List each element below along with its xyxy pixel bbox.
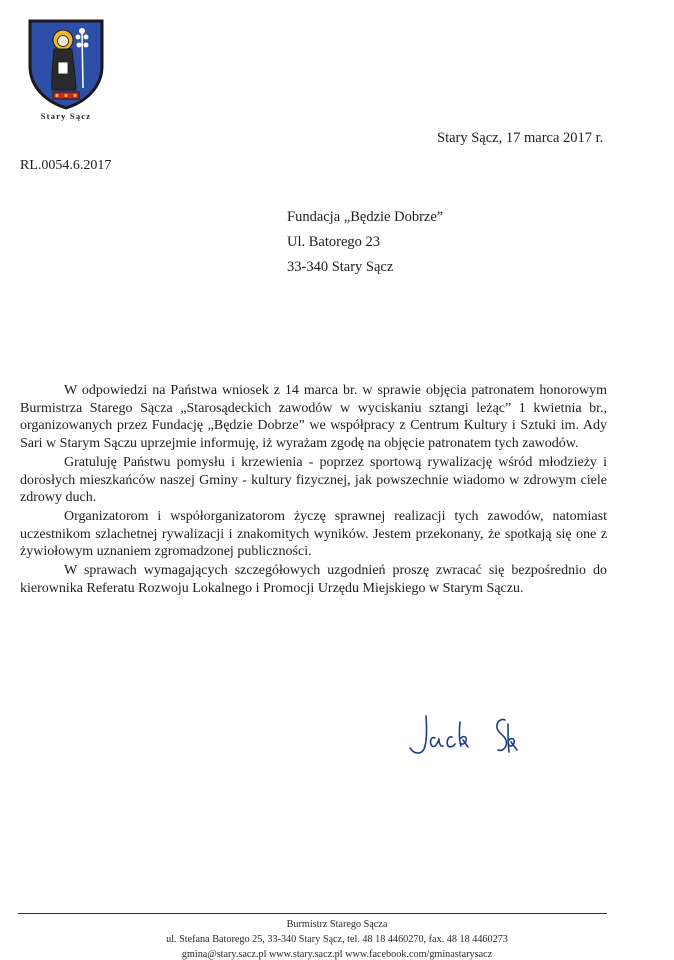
body-paragraph: W sprawach wymagających szczegółowych uzgodnień proszę zwracać się bezpośrednio do kierownika Referatu Rozwoju Lokalnego i Promocji Urzędu Miejskiego w Starym Sączu. <box>20 563 607 596</box>
body-paragraph: Organizatorom i współorganizatorom życzę sprawnej realizacji tych zawodów, natomiast uczestnikom szlachetnej rywalizacji i znakomitych wyników. Jestem przekonany, że spotkają się one z żywiołowym uznaniem zgromadzonej publiczności. <box>20 508 607 560</box>
crest-caption: Stary Sącz <box>40 111 92 121</box>
body-paragraph: Gratuluję Państwu pomysłu i krzewienia - poprzez sportową rywalizację wśród młodzieży i dorosłych mieszkańców naszej Gminy - kultury fizycznej, jak powszechnie wiadomo w zdrowym ciele zdrowy duch. <box>20 454 607 506</box>
handwritten-signature-icon <box>402 700 537 768</box>
reference-number: RL.0054.6.2017 <box>20 158 112 173</box>
crest-shield-icon <box>27 18 105 110</box>
recipient-city: 33-340 Stary Sącz <box>287 259 394 275</box>
letter-body <box>20 382 607 597</box>
signature <box>402 700 537 768</box>
body-paragraph: W odpowiedzi na Państwa wniosek z 14 marca br. w sprawie objęcia patronatem honorowym Burmistrza Starego Sącza „Starosądeckich zawodów w wyciskaniu sztangi leżąc” 1 kwietnia br., organizowanych przez Fundację „Będzie Dobrze” we współpracy z Centrum Kultury i Sztuki im. Ady Sari w Starym Sączu uprzejmie informuję, iż wyrażam zgodę na objęcie patronatem tych zawodów. <box>20 383 607 452</box>
recipient-street: Ul. Batorego 23 <box>287 234 381 250</box>
municipal-crest <box>27 18 105 110</box>
footer-web: gmina@stary.sacz.pl www.stary.sacz.pl www.facebook.com/gminastarysacz <box>181 949 493 960</box>
letter-date: Stary Sącz, 17 marca 2017 r. <box>437 130 604 146</box>
footer-office: Burmistrz Starego Sącza <box>286 919 388 930</box>
recipient-name: Fundacja „Będzie Dobrze” <box>287 209 444 225</box>
footer-address: ul. Stefana Batorego 25, 33-340 Stary Sącz, tel. 48 18 4460270, fax. 48 18 4460273 <box>166 934 508 945</box>
footer-divider <box>18 913 607 914</box>
